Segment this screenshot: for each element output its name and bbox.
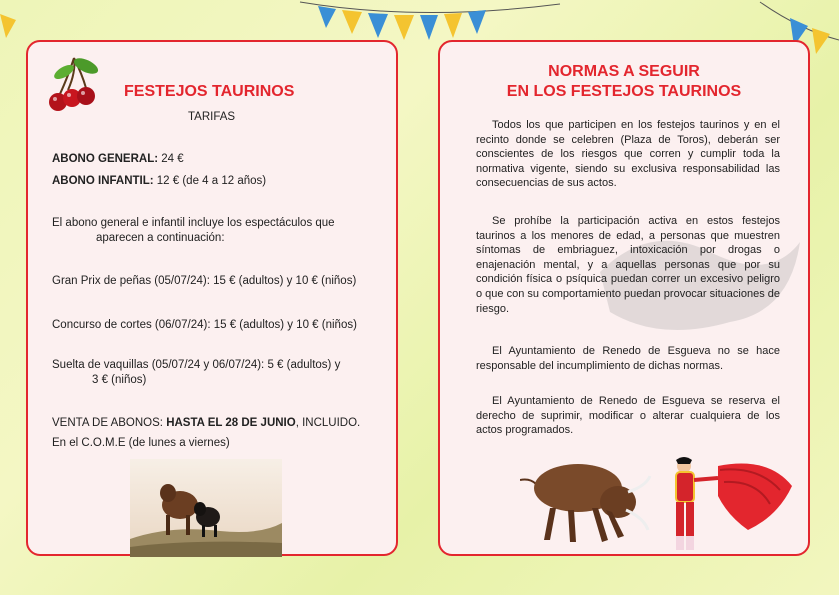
- tarifas-card: [26, 40, 398, 556]
- event-gran-prix: Gran Prix de peñas (05/07/24): 15 € (adultos) y 10 € (niños): [52, 275, 357, 287]
- tarifas-title: FESTEJOS TAURINOS: [124, 83, 295, 100]
- tarifas-subtitle: TARIFAS: [188, 111, 236, 123]
- matador-illustration: [658, 456, 798, 556]
- abono-infantil: ABONO INFANTIL: 12 € (de 4 a 12 años): [52, 175, 267, 187]
- abono-intro: El abono general e infantil incluye los espectáculos que aparecen a continuación:: [52, 217, 335, 244]
- normas-title: NORMAS A SEGUIR EN LOS FESTEJOS TAURINOS: [506, 63, 742, 100]
- normas-card: [438, 40, 810, 556]
- normas-paragraph-3: El Ayuntamiento de Renedo de Esgueva no se hace responsable del incumplimiento de dichas normas.: [476, 345, 780, 372]
- abono-general: ABONO GENERAL: 24 €: [52, 153, 184, 165]
- normas-paragraph-4: El Ayuntamiento de Renedo de Esgueva se reserva el derecho de suprimir, modificar o alterar cualquiera de los actos programados.: [476, 395, 780, 437]
- normas-paragraph-1: Todos los que participen en los festejos taurinos y en el recinto donde se celebren (Plaza de Toros), deberán ser conscientes de los riesgos que corren y cumplir toda la normativa vigente, siendo su exclusiva responsabilidad las consecuencias de sus actos.: [476, 119, 780, 190]
- cherries-icon: [46, 52, 106, 114]
- venta-lugar: En el C.O.M.E (de lunes a viernes): [52, 437, 230, 449]
- event-suelta-vaquillas: Suelta de vaquillas (05/07/24 y 06/07/24): 5 € (adultos) y 3 € (niños): [52, 359, 341, 386]
- event-concurso-cortes: Concurso de cortes (06/07/24): 15 € (adultos) y 10 € (niños): [52, 319, 357, 331]
- venta-abonos: VENTA DE ABONOS: HASTA EL 28 DE JUNIO, INCLUIDO.: [52, 417, 361, 429]
- normas-paragraph-2: Se prohíbe la participación activa en estos festejos taurinos a los menores de edad, a personas que muestren síntomas de embriaguez, intoxicación por drogas o enajenación mental, y a aquellas personas que por su condición física o psíquica puedan correr un excesivo peligro o que con su comportamiento puedan provocar situaciones de riesgo.: [476, 215, 780, 315]
- bulls-photo: [130, 459, 282, 557]
- bull-illustration: [520, 450, 660, 548]
